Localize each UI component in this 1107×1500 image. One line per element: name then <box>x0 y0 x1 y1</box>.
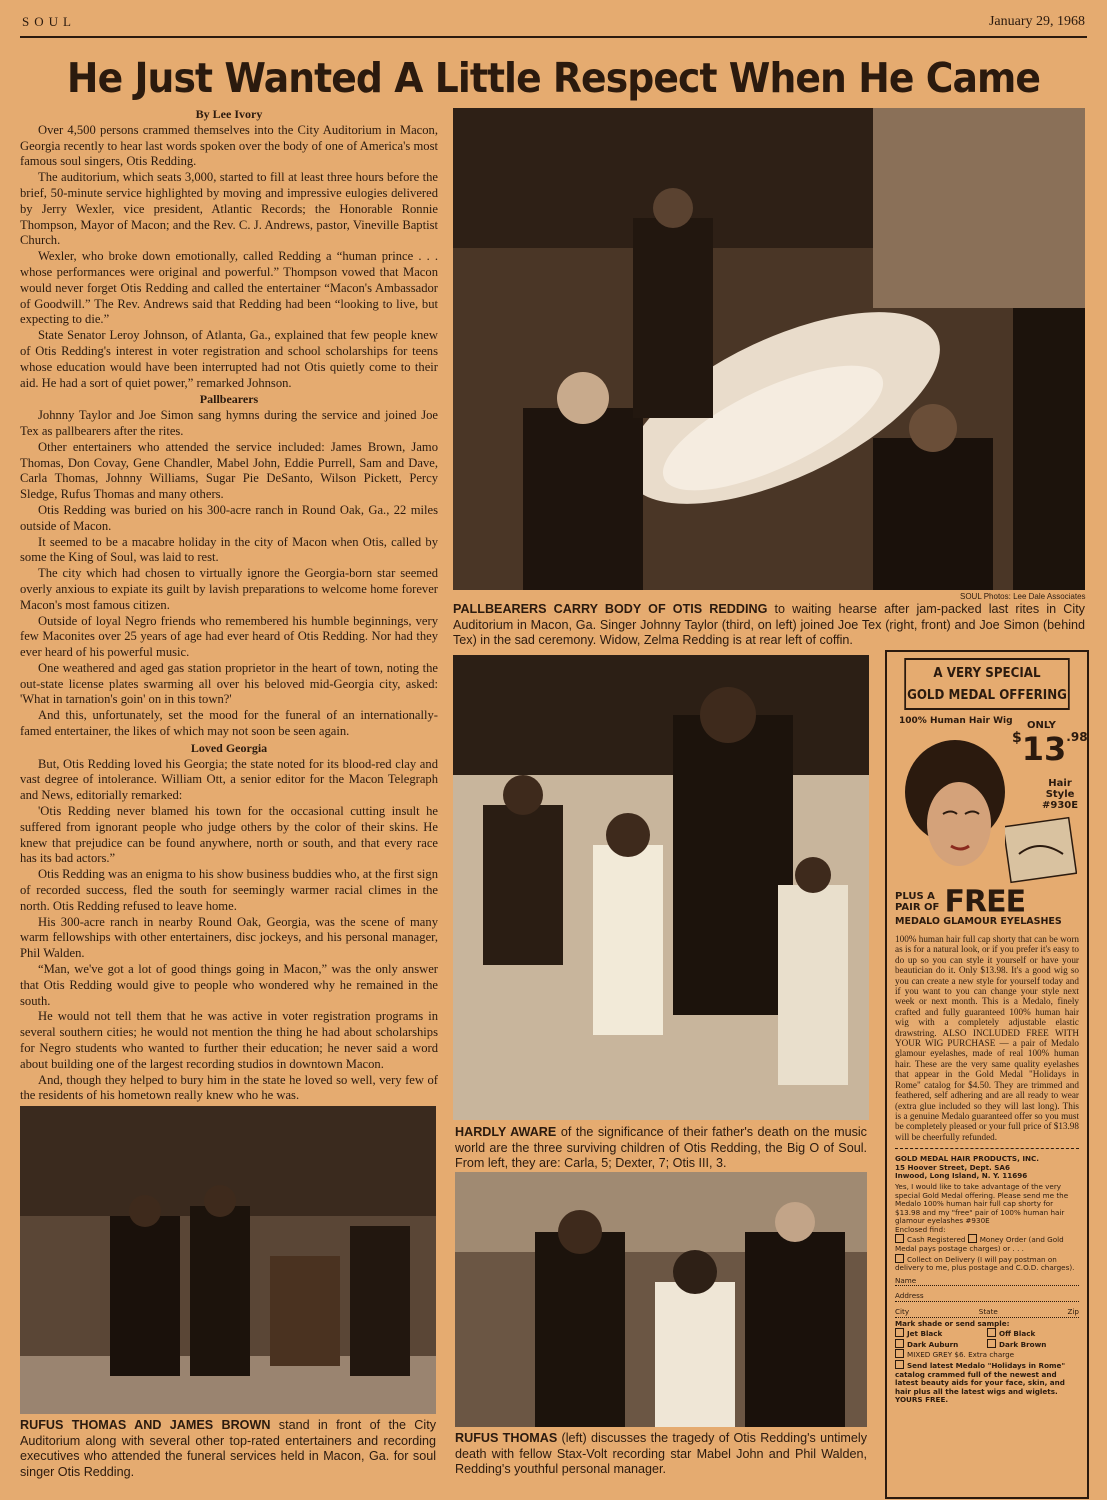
option-cash[interactable] <box>895 1234 1079 1253</box>
ad-body-text: 100% human hair full cap shorty that can be worn as is for a natural look, or if you prefer it's easy to do up so you can style it yourself or have your beautician do it. Only $13.98. It's a good wig so you can create a new style for yourself today and if you want to you can change your style next week or next month. This is a Medalo, finely crafted and fully guaranteed 100% human hair wig with a completely adjustable elastic drawstring. ALSO INCLUDED FREE WITH YOUR WIG PURCHASE — a pair of Medalo glamour eyelashes, made of real 100% human hair. These are the very same quality eyelashes that appear in the Gold Medal "Holidays in Rome" catalog for $4.50. They are trimmed and feathered, self adhering and are all ready to wear (extra glue included so they will last long). This is a genuine Medalo guaranteed offer so you must be completely pleased or your full price of $13.98 will be cheerfully refunded. <box>895 934 1079 1142</box>
plus-line: PAIR OF <box>895 902 940 913</box>
photo-credit: SOUL Photos: Lee Dale Associates <box>960 592 1086 601</box>
caption-lead: RUFUS THOMAS AND JAMES BROWN <box>20 1418 271 1432</box>
catalog-option[interactable] <box>895 1360 1079 1405</box>
ad-plus <box>895 891 939 913</box>
article-paragraph: It seemed to be a macabre holiday in the city of Macon when Otis, called by some the King of Soul, was laid to rest. <box>20 534 438 565</box>
caption-lead: PALLBEARERS CARRY BODY OF OTIS REDDING <box>453 602 768 616</box>
article-paragraph: The auditorium, which seats 3,000, started to fill at least three hours before the brief, 50-minute service highlighted by moving and impressive eulogies delivered by Jerry Wexler, vice president, Atlantic Records; the Honorable Ronnie Thompson, Mayor of Macon; and the Rev. C. J. Andrews, pastor, Vineville Baptist Church. <box>20 170 438 248</box>
checkbox[interactable] <box>895 1360 904 1369</box>
ad-free: FREE <box>944 884 1026 920</box>
style-line: Hair <box>1048 778 1072 789</box>
checkbox[interactable] <box>895 1339 904 1348</box>
article-paragraph: Otis Redding was an enigma to his show business buddies who, at the first sign of recorded success, fled the south for seemingly warmer racial climes in the north. Otis Redding refused to leave home. <box>20 867 438 913</box>
city-state-zip-field[interactable] <box>895 1308 1079 1318</box>
article-paragraph: Johnny Taylor and Joe Simon sang hymns during the service and joined Joe Tex as pallbearers after the rites. <box>20 408 438 438</box>
article-paragraph: One weathered and aged gas station proprietor in the heart of town, noting the out-state license plates swarming all over his beloved mid-Georgia city, asked: 'What in tarnation's goin' on in this town?' <box>20 660 438 707</box>
company-address: 15 Hoover Street, Dept. SA6 <box>895 1162 1010 1172</box>
article-paragraph: And, though they helped to bury him in the state he loved so well, very few of the residents of his hometown really knew who he was. <box>20 1072 438 1103</box>
field-label: Name <box>895 1275 917 1285</box>
caption-text: of the significance of their father's death on the music world are the three surviving children of Otis Redding, the Big O of Soul. From left, they are: Carla, 5; Dexter, 7; Otis III, 3. <box>455 1125 867 1171</box>
shade-label: Mark shade or send sample: <box>895 1318 1010 1328</box>
checkbox[interactable] <box>895 1328 904 1337</box>
shade-label-text: Dark Auburn <box>907 1339 959 1349</box>
enclosed-label: Enclosed find: <box>895 1224 946 1234</box>
eyelash-box-illustration <box>1005 816 1077 886</box>
catalog-label: Send latest Medalo "Holidays in Rome" catalog crammed full of the newest and latest beauty aids for your face, skin, and hair plus all the latest wigs and wiglets. YOURS FREE. <box>895 1361 1066 1405</box>
model-illustration <box>893 734 1013 884</box>
checkbox[interactable] <box>895 1254 904 1263</box>
ad-headline <box>904 658 1069 710</box>
option-label: Collect on Delivery (I will pay postman on delivery to me, plus postage and C.O.D. charges). <box>895 1254 1075 1273</box>
option-cod[interactable] <box>895 1254 1079 1273</box>
order-text: Yes, I would like to take advantage of the very special Gold Medal offering. Please send me the Medalo 100% human hair full cap shorty for $13.98 and my "free" pair of 100% human hair glamour eyelashes #930E <box>895 1181 1069 1226</box>
price-cents: .98 <box>1066 730 1088 744</box>
field-label: State <box>978 1307 998 1317</box>
article-paragraph: “Man, we've got a lot of good things going in Macon,” was the only answer that Otis Redding would give to people who wondered why he remained in the south. <box>20 962 438 1008</box>
photo-pallbearers <box>453 108 1085 590</box>
plus-line: PLUS A <box>895 891 935 902</box>
shade-row <box>895 1328 1079 1339</box>
article-paragraph: Outside of loyal Negro friends who remembered his humble beginnings, very few Maconites over 25 years of age had ever heard of Otis Redding. Nor had they ever heard of his powerful music. <box>20 613 438 660</box>
caption-lead: RUFUS THOMAS <box>455 1431 558 1445</box>
option-label: Cash Registered <box>907 1235 966 1245</box>
caption-james-brown <box>20 1418 436 1480</box>
article-paragraph: Wexler, who broke down emotionally, called Redding a “human prince . . . whose performances were original and powerful.” Thompson vowed that Macon would never forget Otis Redding and called the entertainer “Macon's Ambassador of Goodwill.” The Rev. Andrews said that Redding had been “looking to live, but expecting to die.” <box>20 249 438 327</box>
ad-headline-line: GOLD MEDAL OFFERING <box>907 687 1067 703</box>
shade-option[interactable] <box>987 1339 1079 1350</box>
caption-text: to waiting hearse after jam-packed last rites in City Auditorium in Macon, Ga. Singer Johnny Taylor (third, on left) joined Joe Tex (right, front) and Joe Simon (behind Tex) in the sad ceremony. Widow, Zelma Redding is at rear left of coffin. <box>453 602 1085 648</box>
article-paragraph: He would not tell them that he was active in voter registration programs in several southern cities; he would not mention the thing he had about scholarships for Negro students who wanted to further their education; he never said a word about building one of the largest recording studios in downtown Macon. <box>20 1009 438 1071</box>
photo-children <box>453 655 869 1120</box>
shade-label-text: Dark Brown <box>999 1339 1047 1349</box>
name-field[interactable] <box>895 1277 1079 1287</box>
ad-headline-line: A VERY SPECIAL <box>933 665 1041 681</box>
caption-lead: HARDLY AWARE <box>455 1125 557 1139</box>
option-label: Money Order (and Gold Medal pays postage charges) or . . . <box>895 1235 1064 1254</box>
style-code: #930E <box>1042 800 1079 811</box>
headline: He Just Wanted A Little Respect When He Came <box>66 54 1041 102</box>
caption-children <box>455 1125 867 1172</box>
ad-free-block <box>887 884 1087 928</box>
field-label: City <box>895 1307 910 1317</box>
caption-pallbearers <box>453 602 1085 649</box>
ad-product: 100% Human Hair Wig <box>899 716 1013 726</box>
field-label: Zip <box>1067 1307 1079 1317</box>
checkbox[interactable] <box>968 1234 977 1243</box>
wig-advertisement <box>885 650 1089 1499</box>
ad-price <box>1012 730 1088 768</box>
coupon-divider <box>895 1148 1079 1149</box>
checkbox[interactable] <box>895 1234 904 1243</box>
byline: By Lee Ivory <box>195 107 263 121</box>
shade-option[interactable] <box>895 1339 987 1350</box>
photo-james-brown <box>20 1106 436 1414</box>
shade-label-text: Off Black <box>999 1329 1036 1339</box>
company-address: Inwood, Long Island, N. Y. 11696 <box>895 1171 1028 1181</box>
grey-label: MIXED GREY $6. Extra charge <box>907 1350 1015 1360</box>
article-paragraph: Otis Redding was buried on his 300-acre ranch in Round Oak, Ga., 22 miles outside of Macon. <box>20 502 438 533</box>
article-paragraph: The city which had chosen to virtually ignore the Georgia-born star seemed overly anxious to expiate its guilt by lavish preparations to welcome home forever Macon's most famous citizen. <box>20 566 438 612</box>
price-dollar: $ <box>1012 730 1022 746</box>
checkbox[interactable] <box>987 1328 996 1337</box>
photo-rufus-thomas <box>455 1172 867 1427</box>
ad-only: ONLY <box>1027 720 1056 731</box>
subhead-pallbearers: Pallbearers <box>199 392 259 407</box>
shade-label-text: Jet Black <box>907 1329 943 1339</box>
shade-option[interactable] <box>895 1328 987 1339</box>
ad-style-label <box>1042 778 1078 811</box>
caption-text: (left) discusses the tragedy of Otis Redding's untimely death with fellow Stax-Volt recording star Mabel John and Phil Walden, Redding's youthful personal manager. <box>455 1431 867 1477</box>
checkbox[interactable] <box>987 1339 996 1348</box>
caption-text: stand in front of the City Auditorium along with several other top-rated entertainers and recording executives who attended the funeral services held in Macon, Ga. for soul singer Otis Redding. <box>20 1418 436 1479</box>
publication-name: SOUL <box>22 14 76 29</box>
field-label: Address <box>895 1291 924 1301</box>
article-paragraph: 'Otis Redding never blamed his town for the occasional cutting insult he suffered from ignorant people who judge others by the color of their skins. He knew that prejudice can be found anywhere, north or south, and that every race has its bad actors.” <box>20 804 438 866</box>
checkbox[interactable] <box>895 1349 904 1358</box>
caption-rufus-thomas <box>455 1431 867 1478</box>
article-paragraph: And this, unfortunately, set the mood for the funeral of an internationally-famed entertainer, the likes of which may not soon be seen again. <box>20 708 438 739</box>
ad-product-block <box>887 716 1087 891</box>
article-paragraph: Over 4,500 persons crammed themselves into the City Auditorium in Macon, Georgia recently to hear last words spoken over the body of one of America's most famous soul singers, Otis Redding. <box>20 122 438 169</box>
article-body <box>20 106 438 1136</box>
company-name: GOLD MEDAL HAIR PRODUCTS, INC. <box>895 1154 1040 1164</box>
order-coupon <box>887 1155 1087 1405</box>
article-paragraph: Other entertainers who attended the service included: James Brown, Jamo Thomas, Don Covay, Gene Chandler, Mabel John, Eddie Purrell, Sam and Dave, Carla Thomas, Johnny Williams, Sugar Pie DeSanto, Wilson Pickett, Percy Sledge, Rufus Thomas and many others. <box>20 439 438 502</box>
style-line: Style <box>1045 789 1075 800</box>
article-paragraph: His 300-acre ranch in nearby Round Oak, Georgia, was the scene of many warm fellowships with other entertainers, disc jockeys, and his personal manager, Phil Walden. <box>20 914 438 961</box>
shade-row <box>895 1339 1079 1350</box>
ad-eyelashes: MEDALO GLAMOUR EYELASHES <box>895 916 1062 927</box>
article-paragraph: State Senator Leroy Johnson, of Atlanta, Ga., explained that few people knew of Otis Redding's interest in voter registration and school scholarships for teens whose education would have been interrupted had not Otis quietly come to their aid. He had a sort of quiet power,” remarked Johnson. <box>20 328 438 390</box>
address-field[interactable] <box>895 1292 1079 1302</box>
grey-option[interactable] <box>895 1349 1079 1360</box>
header-rule <box>20 36 1087 38</box>
price-main: 13 <box>1021 730 1067 768</box>
shade-option[interactable] <box>987 1328 1079 1339</box>
subhead-loved-georgia: Loved Georgia <box>190 740 268 755</box>
article-paragraph: But, Otis Redding loved his Georgia; the state noted for its blood-red clay and vast degree of intolerance. William Ott, a senior editor for the Macon Telegraph and News, editorially remarked: <box>20 756 438 803</box>
issue-date: January 29, 1968 <box>988 14 1085 29</box>
